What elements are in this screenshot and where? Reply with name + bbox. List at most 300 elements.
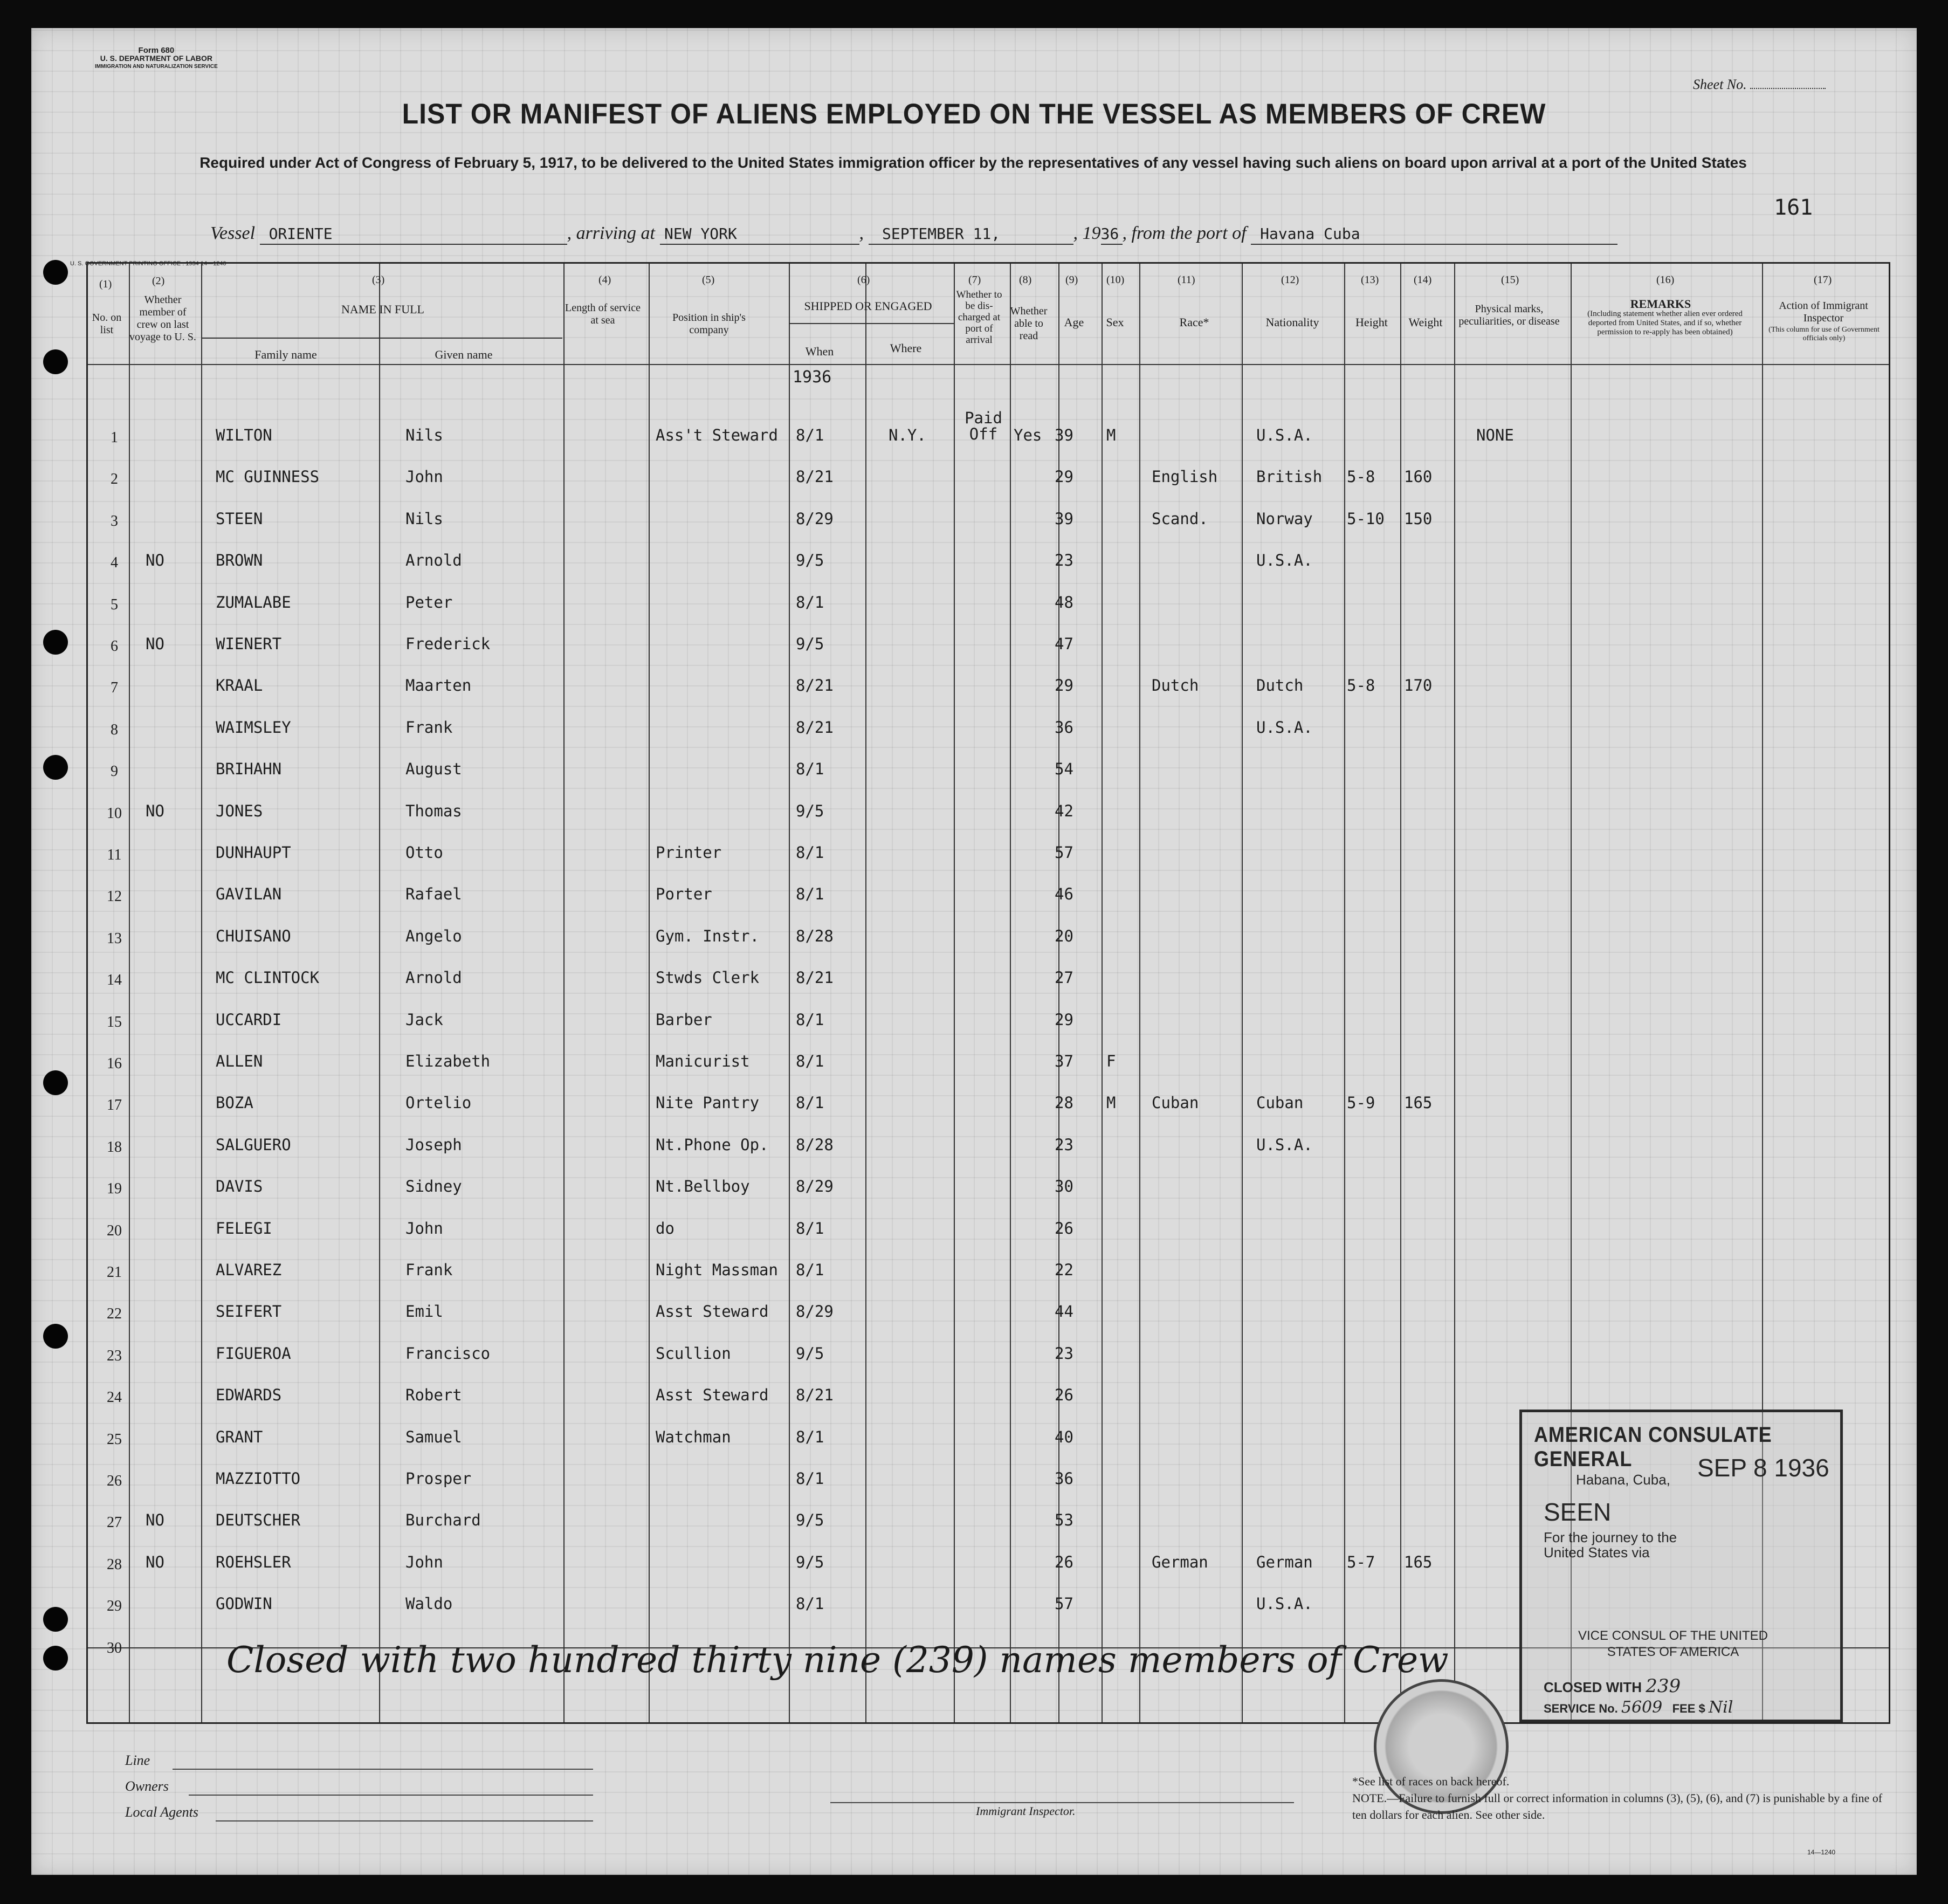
consulate-stamp [1519,1410,1843,1722]
cell-position: Asst Steward [656,1302,769,1321]
cell-age: 29 [1055,468,1073,486]
cell-position: Night Massman [656,1261,778,1279]
cell-given-name: Maarten [405,676,472,695]
cell-sex: M [1106,1094,1116,1112]
cell-family-name: GODWIN [216,1594,272,1613]
stamp-closed-with [1544,1675,1681,1697]
page-title: LIST OR MANIFEST OF ALIENS EMPLOYED ON THE VESSEL AS MEMBERS OF CREW [402,98,1546,130]
cell-given-name: Frank [405,1261,453,1279]
cell-given-name: Robert [405,1386,462,1405]
cell-given-name: John [405,1552,443,1571]
cell-position: Ass't Steward [656,426,778,444]
cell-nationality: Norway [1256,509,1313,528]
cell-age: 36 [1055,1469,1073,1488]
cell-previous-voyage: NO [146,1552,164,1571]
row-number: 9 [111,763,118,780]
column-divider [1139,264,1140,1722]
cell-family-name: SALGUERO [216,1135,291,1154]
cell-age: 48 [1055,593,1073,611]
cell-family-name: FIGUEROA [216,1344,291,1363]
cell-age: 26 [1055,1219,1073,1238]
cell-age: 22 [1055,1261,1073,1279]
cell-age: 44 [1055,1302,1073,1321]
cell-shipped-when: 8/1 [796,1261,824,1279]
cell-age: 23 [1055,1344,1073,1363]
col-number-3: (3) [372,274,385,286]
binder-hole [43,260,68,285]
cell-age: 20 [1055,926,1073,945]
cell-family-name: WIENERT [216,635,282,653]
cell-shipped-when: 8/21 [796,968,834,987]
row-number: 8 [111,721,118,738]
cell-nationality: U.S.A. [1256,426,1313,444]
vessel-label: Vessel [210,223,256,243]
cell-shipped-when: 9/5 [796,635,824,653]
binder-hole [43,630,68,655]
cell-age: 29 [1055,676,1073,695]
cell-race: Scand. [1152,509,1208,528]
binder-hole [43,1646,68,1671]
cell-nationality: U.S.A. [1256,551,1313,570]
cell-age: 27 [1055,968,1073,987]
cell-position: Watchman [656,1427,731,1446]
row-number: 4 [111,554,118,572]
cell-previous-voyage: NO [146,801,164,820]
cell-weight: 165 [1404,1552,1433,1571]
col-number-7: (7) [968,274,981,286]
column-divider [1344,264,1345,1722]
year-prefix: , 19 [1073,223,1101,243]
cell-given-name: Samuel [405,1427,462,1446]
cell-given-name: Prosper [405,1469,472,1488]
cell-shipped-when: 9/5 [796,1344,824,1363]
footer-local-agents-label: Local Agents [125,1804,199,1820]
cell-family-name: BOZA [216,1094,253,1112]
cell-shipped-when: 8/1 [796,1427,824,1446]
col-number-16: (16) [1656,274,1675,286]
cell-age: 23 [1055,1135,1073,1154]
col-number-10: (10) [1106,274,1125,286]
row-number: 2 [111,471,118,488]
from-label: , from the port of [1122,223,1247,243]
header-remarks: REMARKS [1630,297,1691,311]
from-port-field [1251,223,1617,245]
stamp-consulate-name: AMERICAN CONSULATE GENERAL [1534,1423,1772,1471]
cell-position: Nite Pantry [656,1094,760,1112]
stamp-fee-label: FEE $ [1672,1702,1705,1715]
row-number: 10 [107,805,122,822]
header-name-in-full: NAME IN FULL [341,303,424,316]
cell-given-name: Arnold [405,968,462,987]
cell-family-name: EDWARDS [216,1386,282,1405]
stamp-city: Habana, Cuba, [1576,1472,1670,1488]
binder-hole [43,755,68,780]
column-divider [1400,264,1401,1722]
cell-family-name: MC CLINTOCK [216,968,320,987]
cell-weight: 160 [1404,468,1433,486]
cell-family-name: BRIHAHN [216,760,282,779]
cell-position: Barber [656,1010,712,1029]
header-position: Position in ship's company [672,312,746,336]
stamp-service-label: SERVICE No. [1544,1702,1618,1715]
stamp-service-line [1544,1698,1733,1717]
cell-shipped-when: 8/1 [796,593,824,611]
row-number: 16 [107,1055,122,1072]
cell-family-name: ALLEN [216,1052,263,1070]
row-number: 17 [107,1097,122,1114]
cell-given-name: Nils [405,509,443,528]
footer-notes [1352,1773,1891,1823]
row-number: 30 [107,1639,122,1656]
cell-able-to-read: Yes [1014,426,1042,444]
header-bottom-rule [88,364,1889,365]
cell-age: 30 [1055,1177,1073,1196]
cell-height: 5-8 [1347,676,1375,695]
row-number: 24 [107,1389,122,1406]
row-number: 20 [107,1222,122,1239]
cell-previous-voyage: NO [146,551,164,570]
cell-position: Nt.Bellboy [656,1177,750,1196]
row-number: 15 [107,1013,122,1030]
cell-shipped-where: N.Y. [889,426,926,444]
row-number: 28 [107,1556,122,1573]
form-number: Form 680 [138,46,175,55]
row-number: 29 [107,1598,122,1615]
cell-given-name: Frederick [405,635,491,653]
cell-shipped-when: 8/1 [796,1052,824,1070]
cell-shipped-when: 8/1 [796,1469,824,1488]
cell-given-name: Thomas [405,801,462,820]
vessel-name: ORIENTE [269,225,333,243]
department-name: U. S. DEPARTMENT OF LABOR [100,54,212,63]
footer-owners-label: Owners [125,1778,169,1794]
cell-previous-voyage: NO [146,1511,164,1530]
header-sex: Sex [1106,315,1124,329]
cell-given-name: Peter [405,593,453,611]
cell-age: 23 [1055,551,1073,570]
row-number: 11 [107,847,122,863]
cell-nationality: U.S.A. [1256,1594,1313,1613]
cell-family-name: DAVIS [216,1177,263,1196]
cell-given-name: Elizabeth [405,1052,491,1070]
header-previous-voyage: Whether member of crew on last voyage to U. S. [129,294,196,343]
cell-age: 40 [1055,1427,1073,1446]
cell-shipped-when: 8/1 [796,843,824,862]
column-divider [563,264,565,1722]
cell-nationality: U.S.A. [1256,718,1313,737]
cell-family-name: CHUISANO [216,926,291,945]
cell-shipped-when: 8/1 [796,1094,824,1112]
row-number: 7 [111,679,118,697]
col-number-15: (15) [1501,274,1519,286]
footer-agents-rule [216,1820,593,1821]
cell-given-name: Francisco [405,1344,491,1363]
col-number-17: (17) [1814,274,1832,286]
cell-weight: 150 [1404,509,1433,528]
binder-hole [43,1607,68,1632]
column-divider [1102,264,1103,1722]
cell-shipped-when: 8/21 [796,468,834,486]
header-discharged: Whether to be dis-charged at port of arrival [956,289,1002,346]
cell-position: Asst Steward [656,1386,769,1405]
cell-family-name: MC GUINNESS [216,468,320,486]
cell-previous-voyage: NO [146,635,164,653]
row-number: 25 [107,1431,122,1448]
cell-sex: M [1106,426,1116,444]
cell-given-name: Jack [405,1010,443,1029]
row-number: 6 [111,638,118,655]
stamp-closed-with-label: CLOSED WITH [1544,1679,1642,1695]
cell-position: Manicurist [656,1052,750,1070]
row-number: 13 [107,930,122,947]
cell-family-name: KRAAL [216,676,263,695]
stamp-closed-with-value: 239 [1646,1675,1681,1697]
cell-age: 29 [1055,1010,1073,1029]
cell-given-name: Joseph [405,1135,462,1154]
row-number: 23 [107,1347,122,1364]
cell-given-name: Sidney [405,1177,462,1196]
header-height: Height [1355,315,1388,329]
col-number-11: (11) [1178,274,1195,286]
cell-given-name: Emil [405,1302,443,1321]
stamp-fee-value: Nil [1708,1698,1733,1717]
cell-age: 57 [1055,1594,1073,1613]
cell-family-name: SEIFERT [216,1302,282,1321]
cell-given-name: Rafael [405,885,462,904]
cell-age: 53 [1055,1511,1073,1530]
cell-age: 26 [1055,1386,1073,1405]
cell-position: Porter [656,885,712,904]
cell-given-name: Ortelio [405,1094,472,1112]
cell-family-name: DUNHAUPT [216,843,291,862]
cell-nationality: Cuban [1256,1094,1304,1112]
header-family-name: Family name [254,348,317,361]
port-field [660,223,859,245]
cell-age: 47 [1055,635,1073,653]
column-divider [954,264,955,1722]
cell-family-name: DEUTSCHER [216,1511,301,1530]
cell-shipped-when: 8/21 [796,676,834,695]
cell-given-name: Burchard [405,1511,481,1530]
column-divider [1010,264,1011,1722]
column-divider [865,264,866,1722]
page-subtitle: Required under Act of Congress of February 5, 1917, to be delivered to the United States immigration officer by the representatives of any vessel having such aliens on board upon arrival at a port of the United States [199,154,1747,171]
header-where: Where [890,341,922,355]
footer-line-label: Line [125,1752,150,1768]
column-divider [649,264,650,1722]
year-header: 1936 [793,368,832,387]
column-divider [201,264,202,1722]
cell-family-name: BROWN [216,551,263,570]
col-number-9: (9) [1065,274,1078,286]
cell-family-name: GRANT [216,1427,263,1446]
col-number-1: (1) [99,278,112,290]
arrival-port: NEW YORK [664,225,737,243]
col-number-6: (6) [857,274,870,286]
row-number: 1 [111,429,118,446]
cell-family-name: STEEN [216,509,263,528]
stamp-seen: SEEN [1544,1498,1612,1526]
header-age: Age [1064,315,1084,329]
cell-given-name: Waldo [405,1594,453,1613]
stamp-journey: For the journey to the United States via [1544,1529,1677,1561]
cell-race: Cuban [1152,1094,1199,1112]
cell-height: 5-9 [1347,1094,1375,1112]
row-number: 5 [111,596,118,613]
cell-shipped-when: 8/29 [796,1177,834,1196]
arrival-date: SEPTEMBER 11, [882,225,1001,243]
cell-family-name: ALVAREZ [216,1261,282,1279]
cell-shipped-when: 8/1 [796,1219,824,1238]
cell-height: 5-7 [1347,1552,1375,1571]
cell-nationality: U.S.A. [1256,1135,1313,1154]
cell-weight: 170 [1404,676,1433,695]
col-number-8: (8) [1019,274,1032,286]
cell-given-name: Otto [405,843,443,862]
cell-family-name: JONES [216,801,263,820]
column-divider [1242,264,1243,1722]
stamp-vice-consul: VICE CONSUL OF THE UNITED STATES OF AMERICA [1578,1628,1768,1659]
cell-given-name: John [405,468,443,486]
cell-age: 28 [1055,1094,1073,1112]
footer-form-code: 14—1240 [1807,1848,1836,1856]
cell-shipped-when: 8/21 [796,1386,834,1405]
cell-race: German [1152,1552,1208,1571]
page-number: 161 [1774,195,1813,220]
row-number: 12 [107,888,122,905]
row-number: 3 [111,512,118,530]
cell-position: Stwds Clerk [656,968,760,987]
header-physical-marks: Physical marks, peculiarities, or disease [1458,303,1560,327]
footer-owners-rule [189,1795,593,1796]
arriving-label: , arriving at [567,223,655,243]
cell-family-name: WAIMSLEY [216,718,291,737]
cell-shipped-when: 8/28 [796,926,834,945]
cell-height: 5-10 [1347,509,1385,528]
cell-given-name: Angelo [405,926,462,945]
cell-shipped-when: 8/28 [796,1135,834,1154]
footer-inspector-rule [830,1802,1294,1803]
header-action-detail: (This column for use of Government officials only) [1768,326,1880,342]
cell-weight: 165 [1404,1094,1433,1112]
stamp-date: SEP 8 1936 [1697,1454,1829,1482]
cell-given-name: Arnold [405,551,462,570]
name-header-rule [201,338,562,339]
from-port: Havana Cuba [1260,225,1360,243]
cell-given-name: John [405,1219,443,1238]
cell-age: 37 [1055,1052,1073,1070]
service-name: IMMIGRATION AND NATURALIZATION SERVICE [95,64,218,70]
cell-family-name: FELEGI [216,1219,272,1238]
footer-note-penalty: NOTE.—Failure to furnish full or correct information in columns (3), (5), (6), and (7) is punishable by a fine of ten dollars for each alien. See other side. [1352,1791,1883,1821]
cell-position: Scullion [656,1344,731,1363]
cell-age: 42 [1055,801,1073,820]
header-shipped-or-engaged: SHIPPED OR ENGAGED [804,299,932,313]
cell-age: 46 [1055,885,1073,904]
cell-shipped-when: 8/1 [796,760,824,779]
cell-shipped-when: 8/29 [796,1302,834,1321]
cell-shipped-when: 9/5 [796,551,824,570]
cell-position: do [656,1219,674,1238]
cell-shipped-when: 8/1 [796,426,824,444]
col-number-5: (5) [702,274,715,286]
cell-family-name: WILTON [216,426,272,444]
header-no-on-list: No. on list [92,312,122,336]
sheet-number-blank [1750,88,1826,89]
closing-note: Closed with two hundred thirty nine (239) names members of Crew [226,1639,1449,1681]
cell-position: Nt.Phone Op. [656,1135,769,1154]
cell-position: Printer [656,843,722,862]
cell-given-name: Nils [405,426,443,444]
footer-inspector-label: Immigrant Inspector. [976,1804,1076,1818]
binder-hole [43,1070,68,1095]
row-number: 19 [107,1180,122,1198]
header-given-name: Given name [435,348,493,361]
row-number: 21 [107,1264,122,1281]
row-number: 26 [107,1473,122,1489]
cell-race: English [1152,468,1218,486]
sheet-number [1693,77,1826,93]
cell-race: Dutch [1152,676,1199,695]
cell-nationality: British [1256,468,1323,486]
row-number: 22 [107,1305,122,1323]
col-number-13: (13) [1361,274,1379,286]
cell-shipped-when: 9/5 [796,1511,824,1530]
row-number: 18 [107,1138,122,1156]
col-number-14: (14) [1414,274,1432,286]
sheet-label: Sheet No. [1693,77,1747,92]
cell-age: 54 [1055,760,1073,779]
cell-family-name: ROEHSLER [216,1552,291,1571]
cell-height: 5-8 [1347,468,1375,486]
date-field [869,223,1073,245]
cell-age: 36 [1055,718,1073,737]
cell-shipped-when: 8/21 [796,718,834,737]
binder-hole [43,349,68,374]
shipped-header-rule [789,323,954,324]
cell-nationality: Dutch [1256,676,1304,695]
column-divider [379,264,380,1722]
footer-line-rule [173,1769,593,1770]
header-race: Race* [1179,315,1209,329]
cell-physical-marks: NONE [1476,426,1514,444]
cell-shipped-when: 8/29 [796,509,834,528]
column-divider [1454,264,1455,1722]
col-number-2: (2) [152,275,165,287]
header-able-to-read: Whether able to read [1010,305,1048,342]
cell-given-name: Frank [405,718,453,737]
cell-shipped-when: 8/1 [796,1594,824,1613]
cell-shipped-when: 9/5 [796,1552,824,1571]
row-number: 27 [107,1514,122,1531]
printer-line: U. S. GOVERNMENT PRINTING OFFICE : 1934 14—1240 [70,260,226,267]
form-identification [95,46,218,71]
cell-given-name: August [405,760,462,779]
cell-family-name: ZUMALABE [216,593,291,611]
cell-family-name: MAZZIOTTO [216,1469,301,1488]
row-number: 14 [107,972,122,989]
header-action-of-inspector: Action of Immigrant Inspector [1779,300,1868,324]
cell-family-name: GAVILAN [216,885,282,904]
vessel-field [260,223,567,245]
arrival-year: 36 [1100,225,1119,243]
voyage-line: Vessel ORIENTE , arriving at NEW YORK , SEPTEMBER 11, , 1936 , from the port of Havana Cuba [210,223,1617,245]
header-when: When [805,345,834,358]
cell-age: 26 [1055,1552,1073,1571]
header-remarks-detail: (Including statement whether alien ever ordered deported from United States, and if so, whether permission to re-apply has been obtained) [1587,310,1743,336]
cell-shipped-when: 8/1 [796,885,824,904]
header-length-of-service: Length of service at sea [565,302,641,326]
